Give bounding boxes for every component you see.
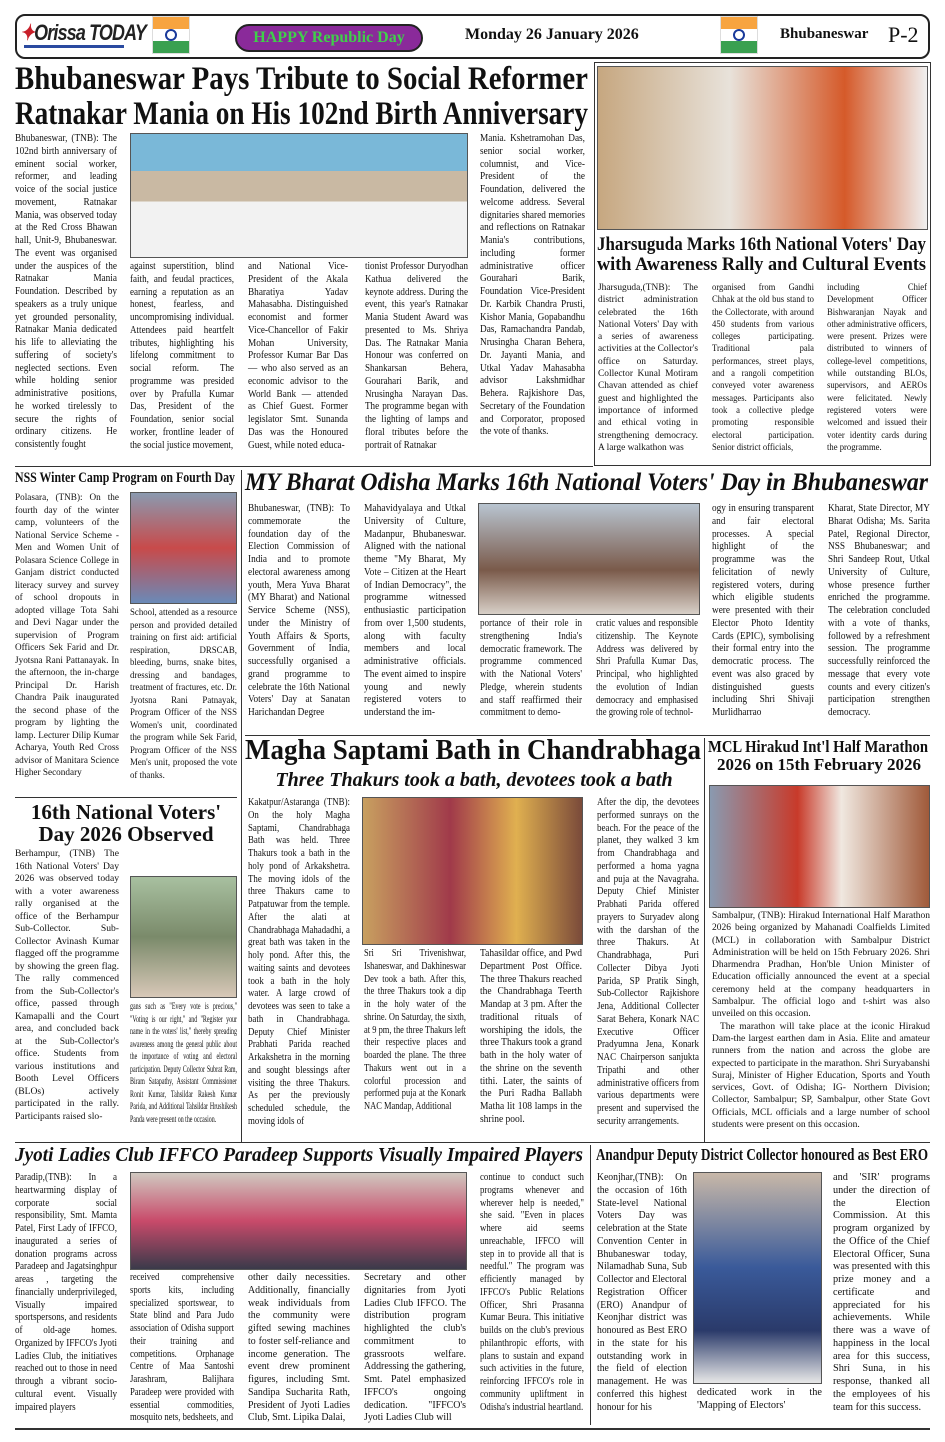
article-column: continue to conduct such programs whenever and wherever help is needed," she said. "Even in places where aid seems unreachable, IFFCO will step in to provide all that is needful." The program was efficiently managed by IFFCO's Public Relations Officer, Shri Prasanna Kumar Beura. This initiative builds on the club's previous philanthropic efforts, with plans to sustain and expand such activities in the future, reinforcing IFFCO's role in community upliftment in Odisha's industrial heartland. bbox=[480, 1172, 584, 1413]
headline-mybharat bbox=[245, 470, 930, 496]
article-body bbox=[712, 910, 930, 1131]
article-column: Bhubaneswar, (TNB): To commemorate the foundation day of the Election Commission of India and to promote electoral awareness among youth, Mera Yuva Bharat (MY Bharat) and National Service Scheme (NSS), under the Ministry of Youth Affairs & Sports, Government of India, successfully organised a grand programme to celebrate the 16th National Voters' Day at Sanatan Harichandan Degree bbox=[248, 503, 350, 718]
divider bbox=[15, 1428, 930, 1430]
article-column: including Chief Development Officer Bishwaranjan Nayak and other administrative officers, were present. Prizes were distributed to winners of college-level competitions, while outstanding BLOs, supervisors, and AEROs were felicitated. Newly registered voters were welcomed and issued their voter identity cards during the programme. bbox=[827, 282, 927, 453]
article-column: organised from Gandhi Chhak at the old bus stand to the Collectorate, with around 450 students from various colleges participating. Traditional pala performances, street plays, and a rangoli competition conveyed voter awareness messages. Participants also took a collective pledge promoting responsible electoral participation. Senior district officials, bbox=[712, 282, 814, 453]
headline-line: Bhubaneswar Pays Tribute to Social Reformer bbox=[15, 61, 588, 97]
article-column: Sri Sri Trivenishwar, Ishaneswar, and Dakhineswar Dev took a bath. After this, the three Thakurs took a dip in the holy water of the shrine. On Saturday, the sixth, at 9 pm, the three Thakurs left their respective places and boarded the plane. The three Thakurs went out in a colorful procession and performed puja at the Konark NAC Mandap, Additional bbox=[364, 948, 466, 1112]
anandpur-photo bbox=[693, 1172, 822, 1384]
headline-nss bbox=[15, 471, 237, 487]
subheadline-line: Three Thakurs took a bath, devotees took a bath bbox=[275, 769, 673, 791]
headline-line: with Awareness Rally and Cultural Events bbox=[597, 253, 926, 275]
divider bbox=[15, 797, 237, 798]
headline-anandpur bbox=[596, 1146, 930, 1163]
headline-mcl bbox=[708, 738, 930, 774]
article-column: dedicated work in the 'Mapping of Electors' bbox=[697, 1387, 822, 1411]
magha-photo bbox=[362, 797, 583, 945]
article-column: Tahasildar office, and Pwd Department Post Office. The three Thakurs reached the Chandrabhaga Teerth Mandap at 3 pm. After the traditional rituals of worshiping the idols, the three Thakurs took a grand bath in the holy water of the shrine on the seventh tithi. Later, the saints of the Puri Radha Ballabh Matha lit 108 lamps in the shrine pool. bbox=[480, 948, 582, 1125]
headline-tribute bbox=[15, 62, 590, 131]
article-column: Paradip,(TNB): In a heartwarming display of corporate social responsibility, Smt. Mamta Patel, First Lady of IFFCO, inaugurated a series of donation programs across Paradeep and Jagatsinghpur areas , targeting the financially underprivileged, Visually impaired sportspersons, and residents of old-age homes. Organized by IFFCO's Jyoti Ladies Club, the initiatives reached out to those in need through a vibrant socio-cultural event. Visually impaired players bbox=[15, 1172, 117, 1413]
subheadline-magha bbox=[245, 770, 703, 791]
article-column: After the dip, the devotees performed sunrays on the beach. For the peace of the planet, they walked 3 km from Chandrabhaga and performed a homa yagna and puja at the Navagraha. Deputy Chief Minister Prabhati Parida offered prayers to Suryadev along with the darshan of the three Thakurs. At Chandrabhaga, Puri Collecter Dibya Jyoti Parida, SP Pratik Singh, Sub-Collector Rajkishore Jena, Additional Collecter Sarat Behera, Konark NAC Executive Officer Pradyumna Jena, Konark NAC Chairperson sanjukta Tripathi and other administrative officers from various departments were present and supervised the security arrangements. bbox=[597, 797, 699, 1127]
headline-line: MY Bharat Odisha Marks 16th National Voters' Day in Bhubaneswar bbox=[245, 469, 928, 496]
republic-day-banner: HAPPY Republic Day bbox=[235, 24, 423, 52]
article-paragraph: The marathon will take place at the iconic Hirakud Dam-the largest earthen dam in Asia. Elite and amateur runners from the nation and across the globe are expected to participate in the marathon. Shri Suryabanshi Suraj, Minister of Higher Education, Sports and Youth services, Govt. of Odisha; IG- Northern Division; Collector, Sambalpur; SP, Sambalpur, other State Govt Officials, MCL officials and a large number of school students were present on this occasion. bbox=[712, 1021, 930, 1131]
headline-line: NSS Winter Camp Program on Fourth Day bbox=[15, 470, 235, 486]
divider bbox=[241, 470, 242, 1142]
article-paragraph: Sambalpur, (TNB): Hirakud International Half Marathon 2026 being organized by Mahanadi Coalfields Limited (MCL) in collaboration with Sambalpur District Administration will be held on 15th February 2026. Shri Dharmendra Pradhan, Hon'ble Union Minister of Education officially announced the event at a special ceremony held at the company headquarters in Sambalpur. The official logo and t-shirt was also unveiled on this occasion. bbox=[712, 911, 930, 1020]
article-column: Jharsuguda,(TNB): The district administration celebrated the 16th National Voters' Day with a series of awareness activities at the Collector's office on Saturday. Collector Kunal Motiram Chavan attended as chief guest and highlighted the importance of informed and ethical voting in strengthening democracy. A large walkathon was bbox=[598, 282, 698, 453]
republic-day-emblem-icon bbox=[152, 16, 190, 54]
article-column: School, attended as a resource person and provided detailed training on first aid: artificial respiration, DRSCAB, bleeding, burns, snake bites, dressing and bandages, treatment of fractures, etc. Dr. Jyotsna Rani Patnayak, Program Officer of the NSS Women's unit, coordinated the program while Sek Farid, Program Officer of the NSS Men's unit, proposed the vote of thanks. bbox=[130, 607, 237, 781]
article-column: Kakatpur/Astaranga (TNB): On the holy Magha Saptami, Chandrabhaga Bath was held. Three Thakurs took a bath in the holy pond of Arkakshetra. The moving idols of the three Thakurs came to Patpatuwar from the temple. After the alati at Chandrabhaga Mahadadhi, a great bath was taken in the holy pond. After this, the waiting saints and devotees took a bath in the holy water. A large crowd of devotees was seen to take a bath in Chandrabhaga. Deputy Chief Minister Prabhati Parida reached Arkakshetra in the morning and sought blessings after visiting the three Thakurs. As per the previously scheduled schedule, the moving idols of bbox=[248, 797, 350, 1127]
article-column: Mania. Kshetramohan Das, senior social worker, columnist, and Vice-President of the Foundation, delivered the welcome address. Several dignitaries shared memories and reflections on Ratnakar Mania's contributions, including former administrative officer Gourahari Barik, Foundation Vice-President Dr. Karbik Chandra Prusti, Kishor Mania, Gopabandhu Das, Ramachandra Pandab, Nrusingha Charan Behera, Dr. Jayanti Mania, and Utkal Yadav Mahasabha advisor Lakshmidhar Behera. Rajkishore Das, Secretary of the Foundation and Corporator, proposed the vote of thanks. bbox=[480, 133, 585, 438]
article-column: Mahavidyalaya and Utkal University of Culture, Madanpur, Bhubaneswar. Aligned with the national theme "My Bharat, My Vote – Citizen at the Heart of Indian Democracy", the programme witnessed enthusiastic participation from over 1,500 students, along with faculty members and local administrative officials. The event aimed to inspire young and newly registered voters to understand the im- bbox=[364, 503, 466, 718]
headline-line: 2026 on 15th February 2026 bbox=[717, 754, 921, 774]
republic-day-emblem-icon bbox=[720, 16, 758, 54]
article-column: Kharat, State Director, MY Bharat Odisha; Ms. Sarita Patel, Regional Director, NSS Bhubaneswar; and Shri Sandeep Rout, Utkal University of Culture, whose presence further enriched the programme. The celebration concluded with a vote of thanks, followed by a refreshment session. The programme successfully reinforced the message that every vote counts and every citizen's participation strengthen democracy. bbox=[828, 503, 930, 718]
logo-wordmark: ✦Orissa TODAY bbox=[20, 20, 146, 45]
logo-text: Orissa TODAY bbox=[34, 20, 146, 45]
headline-line: Jyoti Ladies Club IFFCO Paradeep Supports Visually Impaired Players bbox=[15, 1144, 583, 1166]
article-column: other daily necessities. Additionally, financially weak individuals from the community were gifted sewing machines to foster self-reliance and income generation. The event drew prominent figures, including Smt. Sandipa Sucharita Rath, President of Jyoti Ladies Club, Smt. Lipika Dalai, bbox=[248, 1272, 350, 1424]
headline-line: Ratnakar Mania on His 102nd Birth Anniversary bbox=[15, 95, 588, 132]
article-column: Keonjhar,(TNB): On the occasion of 16th State-level National Voters Day was celebration at the State Convention Center in Bhubaneswar today, Nilamadhab Suna, Sub Collector and Electoral Registration Officer (ERO) Anandpur of Keonjhar district was honoured as Best ERO in the state for his outstanding work in the field of election management. He was conferred this highest honour for his bbox=[597, 1172, 687, 1413]
article-column: portance of their role in strengthening India's democratic framework. The programme commenced with the National Voters' Pledge, wherein students and staff reaffirmed their commitment to demo- bbox=[480, 618, 582, 719]
edition-city: Bhubaneswar bbox=[780, 26, 869, 42]
jharsuguda-photo bbox=[597, 66, 928, 230]
article-column: gans such as "Every vote is precious," "Voting is our right," and "Register your name in the voters' list," thereby spreading awareness among the general public about the importance of voting and electoral participation. Deputy Collector Subrat Ram, Biram Satapathy, Assistant Commissioner Ronit Kumar, Tahsildar Rakesh Kumar Parida, and Additional Tahsildar Hrushikesh Panda were present on the occasion. bbox=[130, 1001, 237, 1125]
article-column: received comprehensive sports kits, including specialized sportswear, to State blind and Para Judo association of Odisha support their training and competitions. Orphanage Centre of Maa Santoshi Jarashram, Balijhara Paradeep were provided with essential commodities, mosquito nets, bedsheets, and bbox=[130, 1272, 234, 1424]
headline-line: Jharsuguda Marks 16th National Voters' Day bbox=[597, 234, 926, 255]
tribute-photo bbox=[130, 133, 468, 258]
article-column: ogy in ensuring transparent and fair electoral processes. A special highlight of the programme was the felicitation of newly registered voters, during which eligible students were presented with their Elector Photo Identity Cards (EPIC), symbolising their formal entry into the democratic process. The event was also graced by distinguished guests including Shri Shivaji Murlidharrao bbox=[712, 503, 814, 718]
mybharat-photo bbox=[478, 503, 700, 615]
headline-voters-day bbox=[15, 801, 237, 845]
article-column: against superstition, blind faith, and feudal practices, earning a reputation as an honest, fearless, and uncompromising individual. Attendees paid heartfelt tributes, highlighting his lifelong commitment to social reform. The programme was presided over by Prafulla Kumar Das, President of the Foundation, senior social worker, frontline leader of the social justice movement, bbox=[130, 261, 234, 451]
headline-line: Day 2026 Observed bbox=[38, 822, 214, 847]
divider bbox=[15, 1142, 930, 1143]
divider bbox=[590, 1145, 591, 1425]
headline-magha bbox=[245, 736, 703, 765]
nss-photo bbox=[130, 492, 237, 604]
headline-jharsuguda bbox=[597, 235, 928, 275]
mcl-photo bbox=[709, 785, 930, 908]
article-column: Berhampur, (TNB) The 16th National Voters' Day 2026 was observed today with a voter awareness rally organised at the office of the Berhampur Sub-Collector. Sub-Collector Avinash Kumar flagged off the programme by showing the green flag. The rally commenced from the Sub-Collector's office, passed through Kamapalli and the Court area, and concluded back at the Sub-Collector's office. Students from various institutions and Booth Level Officers (BLOs) actively participated in the rally. Participants raised slo- bbox=[15, 848, 119, 1122]
headline-jyoti bbox=[15, 1145, 585, 1167]
article-column: Bhubaneswar, (TNB): The 102nd birth anniversary of eminent social worker, reformer, and leading voice of the social justice movement, Ratnakar Mania, was observed today at the Red Cross Bhawan hall, Unit-9, Bhubaneswar. The event was organised under the auspices of the Ratnakar Mania Foundation. Described by speakers as a truly unique yet grounded personality, Ratnakar Mania dedicated his life to alleviating the suffering of society's neglected sections. Even while holding senior administrative positions, he worked tirelessly to secure the rights of ordinary citizens. He consistently fought bbox=[15, 133, 117, 450]
headline-line: MCL Hirakud Int'l Half Marathon bbox=[708, 737, 928, 756]
voters-day-photo bbox=[130, 876, 237, 998]
divider bbox=[15, 466, 593, 467]
issue-date: Monday 26 January 2026 bbox=[465, 26, 639, 43]
headline-line: Magha Saptami Bath in Chandrabhaga bbox=[245, 735, 701, 766]
article-column: tionist Professor Duryodhan Kathua delivered the keynote address. During the event, this year's Ratnakar Mania Student Award was presented to Ms. Shriya Das. The Ratnakar Mania Honour was conferred on Shankarsan Behera, Gourahari Barik, and Nrusingha Narayan Das. The programme began with the lighting of lamps and floral tributes before the portrait of Ratnakar bbox=[365, 261, 468, 451]
jyoti-photo bbox=[130, 1172, 467, 1270]
article-column: and National Vice-President of the Akala Bharatiya Yadav Mahasabha. Distinguished economist and former Vice-Chancellor of Fakir Mohan University, Professor Kumar Bar Das — who also served as an economic advisor to the World Bank — attended as Chief Guest. Former legislator Smt. Sunanda Das was the Honoured Guest, while noted educa- bbox=[248, 261, 348, 451]
page-number: P-2 bbox=[888, 22, 919, 47]
headline-line: Anandpur Deputy District Collector honoured as Best ERO bbox=[596, 1145, 928, 1164]
article-column: Polasara, (TNB): On the fourth day of the winter camp, volunteers of the National Service Scheme - Men and Women Unit of Polasara Science College in Ganjam district conducted literacy survey and survey of school dropouts in adopted village Tota Sahi and Devi Nagar under the supervision of Program Officers Sek Farid and Dr. Jyotsna Rani Pattanayak. In the afternoon, the in-charge Principal Dr. Harish Chandra Paik inaugurated the second phase of the program by lighting the lamp. Lecturer Dilip Kumar Acharya, Youth Red Cross advisor of Manitara Science Higher Secondary bbox=[15, 492, 119, 778]
newspaper-logo bbox=[20, 20, 148, 46]
headline-line: 16th National Voters' bbox=[30, 800, 222, 824]
divider bbox=[704, 738, 705, 1142]
article-column: cratic values and responsible citizenship. The Keynote Address was delivered by Shri Prafulla Kumar Das, Principal, who highlighted the evolution of Indian democracy and emphasised the growing role of technol- bbox=[596, 618, 698, 719]
article-column: and 'SIR' programs under the direction of the Election Commission. At this program organized by the Office of the Chief Electoral Officer, Suna was presented with this prize money and a certificate and appreciated for his achievements. While there was a wave of happiness in the local area for this success, Shri Suna, in his response, thanked all the employees of his team for this success. bbox=[833, 1172, 930, 1413]
article-column: Secretary and other dignitaries from Jyoti Ladies Club IFFCO. The distribution program highlighted the club's commitment to grassroots welfare. Addressing the gathering, Smt. Patel emphasized IFFCO's ongoing dedication. "IFFCO's Jyoti Ladies Club will bbox=[364, 1272, 466, 1424]
